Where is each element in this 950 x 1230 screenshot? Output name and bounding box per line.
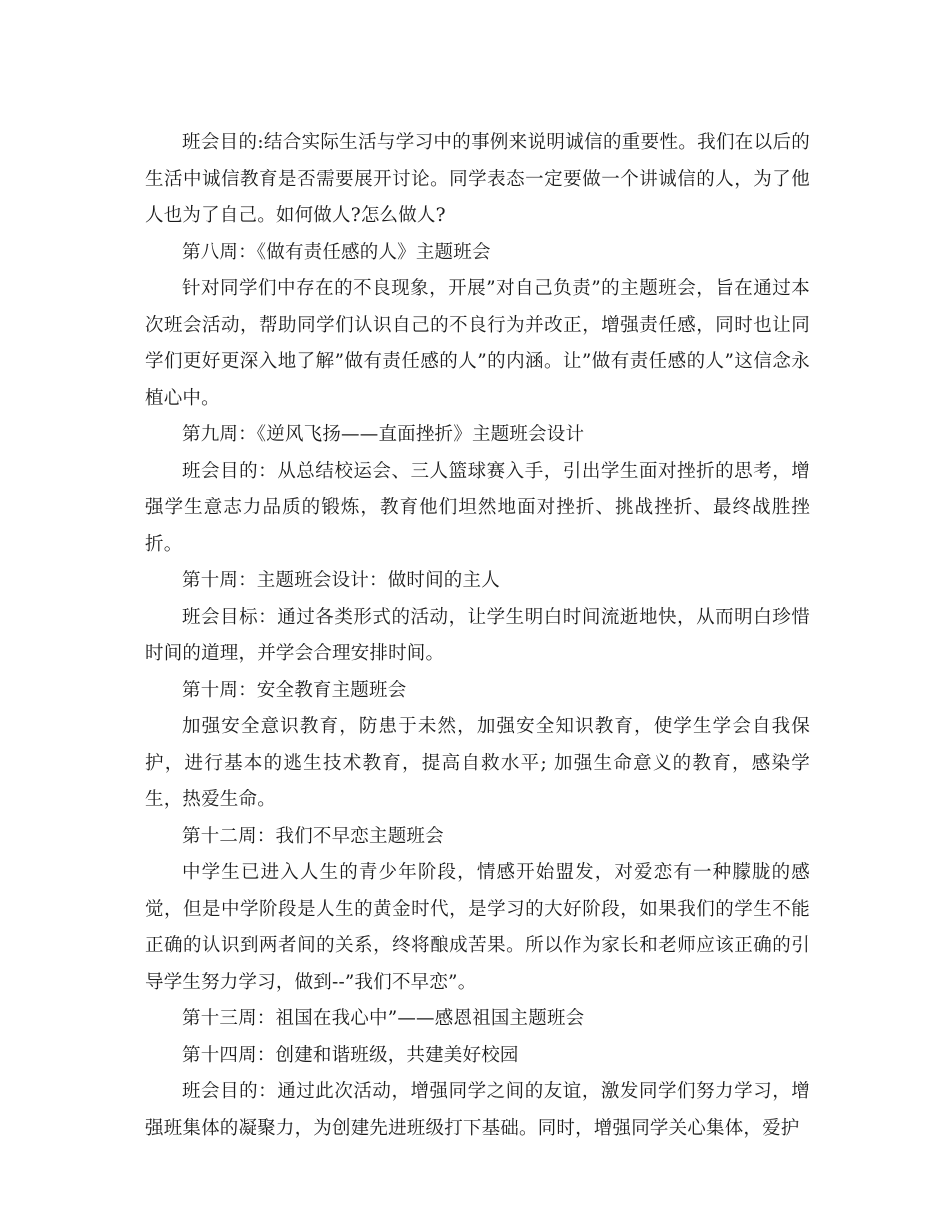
paragraph-early-love: 中学生已进入人生的青少年阶段，情感开始盟发，对爱恋有一种朦胧的感觉，但是中学阶段是人生的黄金时代，是学习的大好阶段，如果我们的学生不能正确的认识到两者间的关系，终将酿成苦果。所以作为家长和老师应该正确的引导学生努力学习，做到--”我们不早恋”。	[145, 862, 810, 993]
week-10-safety-heading: 第十周：安全教育主题班会	[182, 679, 407, 701]
week-8-heading: 第八周：《做有责任感的人》主题班会	[182, 241, 491, 263]
paragraph-safety: 加强安全意识教育，防患于未然，加强安全知识教育，使学生学会自我保护，进行基本的逃生技术教育，提高自救水平; 加强生命意义的教育，感染学生，热爱生命。	[145, 716, 810, 810]
week-9-heading: 第九周：《逆风飞扬——直面挫折》主题班会设计	[182, 424, 585, 445]
paragraph-harmony-goal: 班会目的：通过此次活动，增强同学之间的友谊，激发同学们努力学习，增强班集体的凝聚力，为创建先进班级打下基础。同时，增强同学关心集体，爱护	[145, 1081, 810, 1139]
week-14-heading: 第十四周：创建和谐班级，共建美好校园	[182, 1044, 519, 1066]
paragraph-responsibility: 针对同学们中存在的不良现象，开展”对自己负责”的主题班会，旨在通过本次班会活动，帮助同学们认识自己的不良行为并改正，增强责任感，同时也让同学们更好更深入地了解”做有责任感的人”的内涵。让”做有责任感的人”这信念永植心中。	[145, 278, 810, 409]
week-10-time-heading: 第十周：主题班会设计：做时间的主人	[182, 570, 500, 591]
paragraph-integrity-goal: 班会目的:结合实际生活与学习中的事例来说明诚信的重要性。我们在以后的生活中诚信教育是否需要展开讨论。同学表态一定要做一个讲诚信的人，为了他人也为了自己。如何做人?怎么做人?	[145, 132, 810, 226]
document-body	[145, 125, 810, 1147]
week-12-heading: 第十二周：我们不早恋主题班会	[182, 825, 444, 847]
paragraph-setback-goal: 班会目的：从总结校运会、三人篮球赛入手，引出学生面对挫折的思考，增强学生意志力品质的锻炼，教育他们坦然地面对挫折、挑战挫折、最终战胜挫折。	[145, 460, 810, 555]
paragraph-time-goal: 班会目标：通过各类形式的活动，让学生明白时间流逝地快，从而明白珍惜时间的道理，并学会合理安排时间。	[145, 606, 810, 664]
week-13-heading: 第十三周：祖国在我心中”——感恩祖国主题班会	[182, 1008, 585, 1029]
